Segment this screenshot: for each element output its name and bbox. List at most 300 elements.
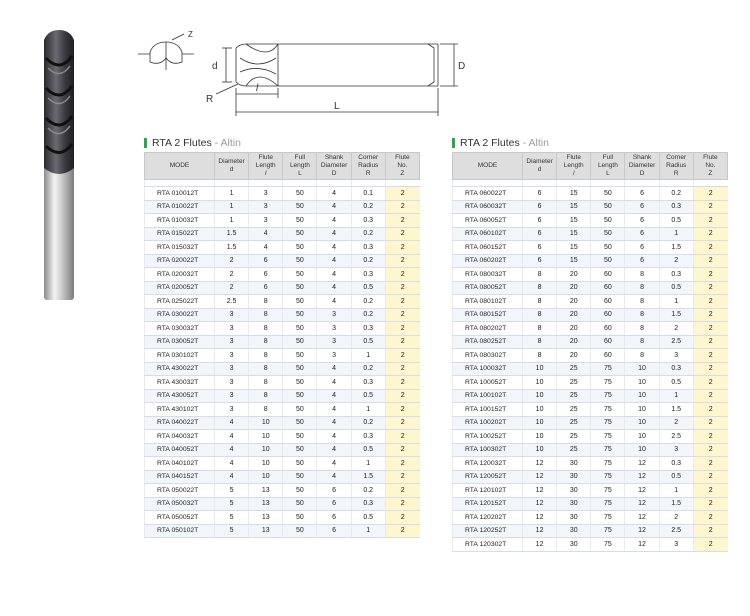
shank-diameter-cell: 3 — [317, 349, 351, 363]
diameter-cell: 3 — [215, 389, 249, 403]
full-length-cell: 50 — [283, 457, 317, 471]
panel-subtitle-text: - Altin — [522, 137, 549, 149]
full-length-cell: 50 — [283, 443, 317, 457]
flute-length-cell: 25 — [557, 430, 591, 444]
full-length-cell: 50 — [591, 187, 625, 201]
shank-diameter-cell: 12 — [625, 511, 659, 525]
table-row — [145, 281, 420, 295]
flute-no-cell: 2 — [385, 497, 419, 511]
shank-diameter-cell: 4 — [317, 187, 351, 201]
shank-diameter-cell: 10 — [625, 403, 659, 417]
table-row — [145, 200, 420, 214]
full-length-cell: 50 — [283, 322, 317, 336]
flute-no-cell: 2 — [693, 484, 727, 498]
full-length-cell: 50 — [283, 295, 317, 309]
flute-no-cell: 2 — [693, 308, 727, 322]
header-flute-length: Flute Length l — [249, 153, 283, 180]
flute-no-cell: 2 — [693, 200, 727, 214]
header-shank-diameter: Shank Diameter D — [317, 153, 351, 180]
flute-no-cell: 2 — [385, 187, 419, 201]
flute-no-cell: 2 — [385, 322, 419, 336]
full-length-cell: 75 — [591, 470, 625, 484]
corner-radius-cell: 0.3 — [351, 430, 385, 444]
full-length-cell: 60 — [591, 281, 625, 295]
corner-radius-cell: 0.5 — [659, 281, 693, 295]
spacer-cell — [591, 180, 625, 187]
corner-radius-cell: 3 — [659, 538, 693, 552]
header-mode: MODE — [453, 153, 523, 180]
mode-cell: RTA 015022T — [145, 227, 215, 241]
shank-diameter-cell: 10 — [625, 443, 659, 457]
corner-radius-cell: 1 — [659, 389, 693, 403]
end-mill-photo — [30, 18, 86, 308]
corner-radius-cell: 0.3 — [351, 497, 385, 511]
flute-length-cell: 15 — [557, 214, 591, 228]
flute-no-cell: 2 — [693, 470, 727, 484]
full-length-cell: 50 — [283, 335, 317, 349]
mode-cell: RTA 020052T — [145, 281, 215, 295]
flute-no-cell: 2 — [385, 430, 419, 444]
diameter-cell: 12 — [523, 470, 557, 484]
flute-length-cell: 15 — [557, 227, 591, 241]
full-length-cell: 75 — [591, 524, 625, 538]
table-row — [145, 376, 420, 390]
header-shank-diameter: Shank Diameter D — [625, 153, 659, 180]
diameter-cell: 1.5 — [215, 241, 249, 255]
full-length-cell: 50 — [283, 214, 317, 228]
table-row — [145, 322, 420, 336]
flute-length-cell: 15 — [557, 254, 591, 268]
header-diameter: Diameter d — [215, 153, 249, 180]
flute-length-cell: 3 — [249, 187, 283, 201]
full-length-cell: 75 — [591, 362, 625, 376]
drawing-label-L: L — [334, 101, 340, 112]
table-row — [453, 403, 728, 417]
full-length-cell: 50 — [283, 349, 317, 363]
diameter-cell: 8 — [523, 322, 557, 336]
flute-no-cell: 2 — [385, 524, 419, 538]
full-length-cell: 75 — [591, 389, 625, 403]
header-flute-no: Flute No. Z — [385, 153, 419, 180]
mode-cell: RTA 060022T — [453, 187, 523, 201]
corner-radius-cell: 2 — [659, 511, 693, 525]
table-row — [453, 349, 728, 363]
corner-radius-cell: 1 — [351, 457, 385, 471]
flute-length-cell: 30 — [557, 470, 591, 484]
flute-length-cell: 25 — [557, 376, 591, 390]
mode-cell: RTA 060102T — [453, 227, 523, 241]
table-row — [145, 416, 420, 430]
flute-length-cell: 8 — [249, 349, 283, 363]
corner-radius-cell: 0.3 — [351, 214, 385, 228]
shank-diameter-cell: 8 — [625, 322, 659, 336]
flute-no-cell: 2 — [385, 443, 419, 457]
flute-length-cell: 6 — [249, 254, 283, 268]
diameter-cell: 6 — [523, 227, 557, 241]
corner-radius-cell: 1 — [659, 484, 693, 498]
corner-radius-cell: 0.2 — [351, 227, 385, 241]
spacer-cell — [523, 180, 557, 187]
full-length-cell: 60 — [591, 308, 625, 322]
full-length-cell: 50 — [283, 281, 317, 295]
technical-drawing — [128, 18, 478, 130]
mode-cell: RTA 430102T — [145, 403, 215, 417]
shank-diameter-cell: 8 — [625, 308, 659, 322]
diameter-cell: 2 — [215, 268, 249, 282]
flute-no-cell: 2 — [693, 538, 727, 552]
diameter-cell: 8 — [523, 295, 557, 309]
full-length-cell: 60 — [591, 335, 625, 349]
table-row — [145, 497, 420, 511]
shank-diameter-cell: 12 — [625, 484, 659, 498]
flute-no-cell: 2 — [385, 470, 419, 484]
diameter-cell: 5 — [215, 511, 249, 525]
flute-length-cell: 20 — [557, 281, 591, 295]
full-length-cell: 50 — [283, 497, 317, 511]
full-length-cell: 60 — [591, 322, 625, 336]
corner-radius-cell: 2 — [659, 322, 693, 336]
table-row — [145, 511, 420, 525]
mode-cell: RTA 015032T — [145, 241, 215, 255]
diameter-cell: 3 — [215, 362, 249, 376]
table-row — [453, 308, 728, 322]
flute-length-cell: 20 — [557, 322, 591, 336]
full-length-cell: 50 — [591, 200, 625, 214]
corner-radius-cell: 0.2 — [351, 416, 385, 430]
shank-diameter-cell: 4 — [317, 470, 351, 484]
flute-no-cell: 2 — [693, 497, 727, 511]
flute-length-cell: 30 — [557, 484, 591, 498]
full-length-cell: 50 — [283, 470, 317, 484]
flute-length-cell: 20 — [557, 295, 591, 309]
mode-cell: RTA 120202T — [453, 511, 523, 525]
table-row — [453, 200, 728, 214]
title-accent-bar — [452, 138, 455, 148]
corner-radius-cell: 0.5 — [351, 335, 385, 349]
flute-no-cell: 2 — [385, 241, 419, 255]
shank-diameter-cell: 4 — [317, 227, 351, 241]
full-length-cell: 50 — [283, 308, 317, 322]
table-row — [145, 214, 420, 228]
diameter-cell: 12 — [523, 538, 557, 552]
panel-title-text: RTA 2 Flutes — [460, 137, 520, 149]
table-row — [453, 214, 728, 228]
table-row — [453, 511, 728, 525]
shank-diameter-cell: 6 — [317, 484, 351, 498]
spacer-cell — [283, 180, 317, 187]
diameter-cell: 12 — [523, 511, 557, 525]
full-length-cell: 50 — [283, 389, 317, 403]
mode-cell: RTA 120102T — [453, 484, 523, 498]
header-full-length: Full Length L — [283, 153, 317, 180]
flute-length-cell: 30 — [557, 457, 591, 471]
corner-radius-cell: 2 — [659, 416, 693, 430]
flute-length-cell: 25 — [557, 443, 591, 457]
full-length-cell: 50 — [283, 200, 317, 214]
mode-cell: RTA 025022T — [145, 295, 215, 309]
flute-length-cell: 8 — [249, 322, 283, 336]
diameter-cell: 1 — [215, 200, 249, 214]
diameter-cell: 3 — [215, 403, 249, 417]
mode-cell: RTA 120252T — [453, 524, 523, 538]
flute-no-cell: 2 — [693, 214, 727, 228]
spacer-cell — [557, 180, 591, 187]
mode-cell: RTA 100032T — [453, 362, 523, 376]
full-length-cell: 50 — [283, 416, 317, 430]
mode-cell: RTA 030052T — [145, 335, 215, 349]
mode-cell: RTA 050052T — [145, 511, 215, 525]
flute-no-cell: 2 — [385, 268, 419, 282]
shank-diameter-cell: 4 — [317, 430, 351, 444]
shank-diameter-cell: 4 — [317, 376, 351, 390]
full-length-cell: 75 — [591, 457, 625, 471]
corner-radius-cell: 0.5 — [659, 470, 693, 484]
flute-no-cell: 2 — [693, 389, 727, 403]
shank-diameter-cell: 6 — [625, 241, 659, 255]
corner-radius-cell: 1 — [659, 227, 693, 241]
full-length-cell: 75 — [591, 403, 625, 417]
flute-length-cell: 25 — [557, 403, 591, 417]
corner-radius-cell: 0.2 — [351, 362, 385, 376]
diameter-cell: 3 — [215, 335, 249, 349]
flute-length-cell: 8 — [249, 389, 283, 403]
panel-title-text: RTA 2 Flutes — [152, 137, 212, 149]
shank-diameter-cell: 4 — [317, 268, 351, 282]
header-full-length: Full Length L — [591, 153, 625, 180]
flute-length-cell: 4 — [249, 241, 283, 255]
corner-radius-cell: 0.2 — [351, 295, 385, 309]
table-row — [145, 484, 420, 498]
flute-no-cell: 2 — [385, 457, 419, 471]
mode-cell: RTA 050022T — [145, 484, 215, 498]
full-length-cell: 75 — [591, 484, 625, 498]
corner-radius-cell: 2.5 — [659, 335, 693, 349]
flute-length-cell: 6 — [249, 268, 283, 282]
shank-diameter-cell: 6 — [625, 187, 659, 201]
flute-no-cell: 2 — [385, 484, 419, 498]
corner-radius-cell: 0.3 — [659, 362, 693, 376]
header-flute-no: Flute No. Z — [693, 153, 727, 180]
diameter-cell: 6 — [523, 254, 557, 268]
panel-title-right — [452, 136, 728, 150]
table-row — [453, 362, 728, 376]
shank-diameter-cell: 6 — [317, 511, 351, 525]
table-row — [453, 430, 728, 444]
table-row — [145, 470, 420, 484]
shank-diameter-cell: 4 — [317, 241, 351, 255]
table-row — [453, 484, 728, 498]
shank-diameter-cell: 12 — [625, 497, 659, 511]
full-length-cell: 60 — [591, 295, 625, 309]
diameter-cell: 3 — [215, 349, 249, 363]
mode-cell: RTA 050032T — [145, 497, 215, 511]
corner-radius-cell: 0.5 — [659, 214, 693, 228]
table-row — [453, 295, 728, 309]
flute-length-cell: 30 — [557, 538, 591, 552]
full-length-cell: 50 — [283, 403, 317, 417]
spacer-cell — [215, 180, 249, 187]
shank-diameter-cell: 8 — [625, 295, 659, 309]
mode-cell: RTA 120152T — [453, 497, 523, 511]
table-row — [145, 457, 420, 471]
full-length-cell: 50 — [283, 362, 317, 376]
flute-length-cell: 8 — [249, 308, 283, 322]
spec-table-body — [453, 180, 728, 552]
shank-diameter-cell: 10 — [625, 362, 659, 376]
flute-length-cell: 3 — [249, 200, 283, 214]
mode-cell: RTA 060052T — [453, 214, 523, 228]
flute-length-cell: 30 — [557, 524, 591, 538]
shank-diameter-cell: 4 — [317, 214, 351, 228]
flute-no-cell: 2 — [693, 457, 727, 471]
full-length-cell: 50 — [591, 254, 625, 268]
table-row — [145, 443, 420, 457]
table-row — [453, 376, 728, 390]
diameter-cell: 6 — [523, 200, 557, 214]
mode-cell: RTA 010012T — [145, 187, 215, 201]
flute-length-cell: 15 — [557, 200, 591, 214]
shank-diameter-cell: 3 — [317, 335, 351, 349]
flute-length-cell: 25 — [557, 416, 591, 430]
table-row — [453, 268, 728, 282]
mode-cell: RTA 050102T — [145, 524, 215, 538]
shank-diameter-cell: 10 — [625, 416, 659, 430]
shank-diameter-cell: 8 — [625, 281, 659, 295]
flute-length-cell: 15 — [557, 187, 591, 201]
shank-diameter-cell: 6 — [625, 227, 659, 241]
flute-length-cell: 8 — [249, 362, 283, 376]
flute-length-cell: 10 — [249, 443, 283, 457]
shank-diameter-cell: 10 — [625, 376, 659, 390]
full-length-cell: 75 — [591, 376, 625, 390]
corner-radius-cell: 0.1 — [351, 187, 385, 201]
flute-length-cell: 25 — [557, 362, 591, 376]
flute-length-cell: 3 — [249, 214, 283, 228]
diameter-cell: 12 — [523, 524, 557, 538]
mode-cell: RTA 080052T — [453, 281, 523, 295]
corner-radius-cell: 1 — [351, 524, 385, 538]
table-spacer-row — [145, 180, 420, 187]
corner-radius-cell: 3 — [659, 443, 693, 457]
shank-diameter-cell: 4 — [317, 254, 351, 268]
flute-no-cell: 2 — [385, 295, 419, 309]
spacer-cell — [659, 180, 693, 187]
shank-diameter-cell: 12 — [625, 457, 659, 471]
flute-no-cell: 2 — [385, 281, 419, 295]
flute-no-cell: 2 — [693, 403, 727, 417]
header-corner-radius: Corner Radius R — [659, 153, 693, 180]
table-row — [145, 403, 420, 417]
flute-no-cell: 2 — [385, 214, 419, 228]
flute-no-cell: 2 — [385, 200, 419, 214]
shank-diameter-cell: 4 — [317, 403, 351, 417]
header-diameter: Diameter d — [523, 153, 557, 180]
diameter-cell: 12 — [523, 497, 557, 511]
mode-cell: RTA 040022T — [145, 416, 215, 430]
header-flute-length: Flute Length l — [557, 153, 591, 180]
shank-diameter-cell: 4 — [317, 389, 351, 403]
shank-diameter-cell: 6 — [625, 254, 659, 268]
shank-diameter-cell: 4 — [317, 416, 351, 430]
flute-length-cell: 8 — [249, 403, 283, 417]
flute-length-cell: 10 — [249, 416, 283, 430]
mode-cell: RTA 030102T — [145, 349, 215, 363]
table-row — [145, 268, 420, 282]
table-row — [145, 295, 420, 309]
drawing-label-R: R — [206, 94, 214, 105]
flute-length-cell: 13 — [249, 497, 283, 511]
table-row — [145, 362, 420, 376]
flute-no-cell: 2 — [693, 376, 727, 390]
mode-cell: RTA 080252T — [453, 335, 523, 349]
full-length-cell: 75 — [591, 443, 625, 457]
diameter-cell: 12 — [523, 457, 557, 471]
mode-cell: RTA 120032T — [453, 457, 523, 471]
corner-radius-cell: 0.3 — [659, 457, 693, 471]
flute-no-cell: 2 — [693, 295, 727, 309]
full-length-cell: 50 — [283, 484, 317, 498]
mode-cell: RTA 100052T — [453, 376, 523, 390]
flute-length-cell: 15 — [557, 241, 591, 255]
diameter-cell: 10 — [523, 403, 557, 417]
table-row — [453, 187, 728, 201]
flute-no-cell: 2 — [693, 254, 727, 268]
diameter-cell: 2 — [215, 254, 249, 268]
table-row — [453, 457, 728, 471]
corner-radius-cell: 0.2 — [351, 484, 385, 498]
mode-cell: RTA 030032T — [145, 322, 215, 336]
corner-radius-cell: 0.5 — [659, 376, 693, 390]
corner-radius-cell: 2.5 — [659, 430, 693, 444]
mode-cell: RTA 430022T — [145, 362, 215, 376]
diameter-cell: 1 — [215, 214, 249, 228]
spacer-cell — [453, 180, 523, 187]
table-row — [453, 254, 728, 268]
diameter-cell: 3 — [215, 308, 249, 322]
diameter-cell: 10 — [523, 376, 557, 390]
flute-no-cell: 2 — [693, 322, 727, 336]
flute-length-cell: 13 — [249, 524, 283, 538]
mode-cell: RTA 040052T — [145, 443, 215, 457]
table-row — [145, 524, 420, 538]
mode-cell: RTA 020032T — [145, 268, 215, 282]
diameter-cell: 2.5 — [215, 295, 249, 309]
flute-no-cell: 2 — [385, 227, 419, 241]
shank-diameter-cell: 10 — [625, 389, 659, 403]
mode-cell: RTA 080102T — [453, 295, 523, 309]
corner-radius-cell: 0.3 — [351, 376, 385, 390]
flute-no-cell: 2 — [693, 430, 727, 444]
corner-radius-cell: 1.5 — [659, 403, 693, 417]
full-length-cell: 50 — [591, 227, 625, 241]
table-row — [145, 335, 420, 349]
table-row — [145, 187, 420, 201]
corner-radius-cell: 0.2 — [351, 308, 385, 322]
spacer-cell — [249, 180, 283, 187]
flute-no-cell: 2 — [693, 511, 727, 525]
flute-length-cell: 20 — [557, 268, 591, 282]
full-length-cell: 50 — [283, 376, 317, 390]
flute-no-cell: 2 — [693, 335, 727, 349]
full-length-cell: 50 — [283, 187, 317, 201]
table-row — [145, 241, 420, 255]
flute-length-cell: 20 — [557, 335, 591, 349]
panel-title-left — [144, 136, 420, 150]
flute-length-cell: 20 — [557, 349, 591, 363]
table-row — [453, 524, 728, 538]
shank-diameter-cell: 12 — [625, 524, 659, 538]
corner-radius-cell: 2 — [659, 254, 693, 268]
